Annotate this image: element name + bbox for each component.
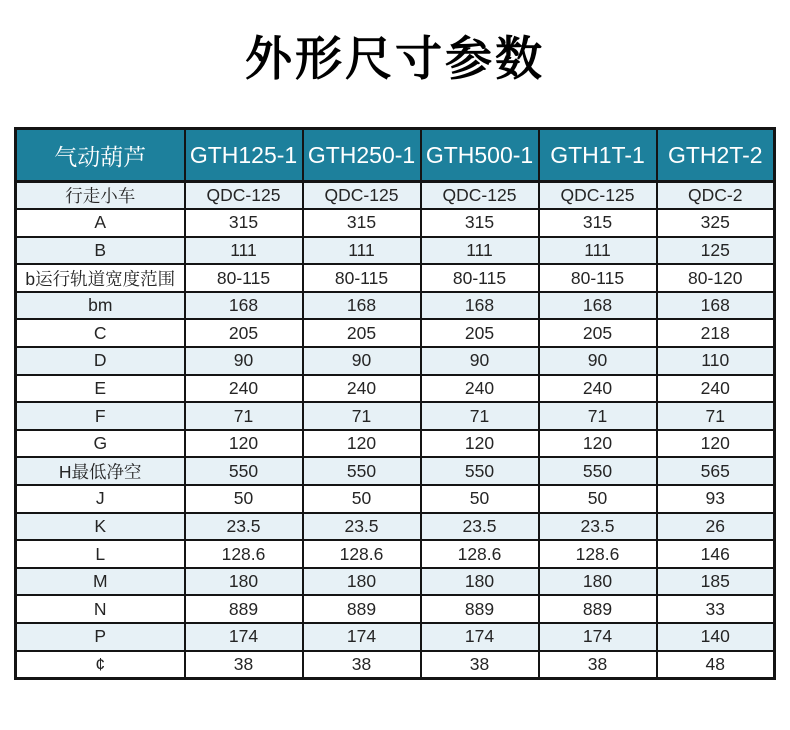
value-cell: 111 bbox=[303, 237, 421, 265]
value-cell: 90 bbox=[421, 347, 539, 375]
value-cell: QDC-125 bbox=[185, 182, 303, 210]
value-cell: 110 bbox=[657, 347, 775, 375]
value-cell: 120 bbox=[539, 430, 657, 458]
value-cell: 240 bbox=[303, 375, 421, 403]
value-cell: 205 bbox=[421, 319, 539, 347]
value-cell: 23.5 bbox=[421, 513, 539, 541]
value-cell: 120 bbox=[421, 430, 539, 458]
value-cell: 90 bbox=[303, 347, 421, 375]
table-row bbox=[16, 375, 775, 403]
table-row bbox=[16, 651, 775, 679]
row-label-cell: D bbox=[16, 347, 185, 375]
table-row bbox=[16, 264, 775, 292]
value-cell: 128.6 bbox=[303, 540, 421, 568]
value-cell: 120 bbox=[657, 430, 775, 458]
value-cell: 71 bbox=[421, 402, 539, 430]
value-cell: 80-115 bbox=[303, 264, 421, 292]
value-cell: 33 bbox=[657, 595, 775, 623]
value-cell: QDC-125 bbox=[303, 182, 421, 210]
row-label-cell: P bbox=[16, 623, 185, 651]
row-label-cell: N bbox=[16, 595, 185, 623]
value-cell: 550 bbox=[303, 457, 421, 485]
column-header-cell: GTH125-1 bbox=[185, 129, 303, 182]
dimension-spec-table bbox=[14, 127, 776, 680]
value-cell: 128.6 bbox=[421, 540, 539, 568]
value-cell: 174 bbox=[303, 623, 421, 651]
value-cell: 48 bbox=[657, 651, 775, 679]
value-cell: 168 bbox=[421, 292, 539, 320]
value-cell: 120 bbox=[303, 430, 421, 458]
value-cell: 23.5 bbox=[303, 513, 421, 541]
value-cell: 50 bbox=[185, 485, 303, 513]
value-cell: 38 bbox=[539, 651, 657, 679]
value-cell: 111 bbox=[539, 237, 657, 265]
value-cell: 23.5 bbox=[185, 513, 303, 541]
value-cell: QDC-2 bbox=[657, 182, 775, 210]
value-cell: 240 bbox=[185, 375, 303, 403]
value-cell: 80-115 bbox=[185, 264, 303, 292]
row-label-cell: b运行轨道宽度范围 bbox=[16, 264, 185, 292]
corner-header-cell: 气动葫芦 bbox=[16, 129, 185, 182]
value-cell: QDC-125 bbox=[539, 182, 657, 210]
value-cell: 168 bbox=[185, 292, 303, 320]
table-row bbox=[16, 209, 775, 237]
value-cell: 218 bbox=[657, 319, 775, 347]
value-cell: 174 bbox=[539, 623, 657, 651]
row-label-cell: J bbox=[16, 485, 185, 513]
value-cell: 23.5 bbox=[539, 513, 657, 541]
table-header-row bbox=[16, 129, 775, 182]
value-cell: 71 bbox=[303, 402, 421, 430]
table-row bbox=[16, 237, 775, 265]
value-cell: 315 bbox=[303, 209, 421, 237]
value-cell: 50 bbox=[303, 485, 421, 513]
value-cell: 111 bbox=[185, 237, 303, 265]
value-cell: 315 bbox=[185, 209, 303, 237]
value-cell: 550 bbox=[185, 457, 303, 485]
value-cell: 71 bbox=[185, 402, 303, 430]
value-cell: 174 bbox=[421, 623, 539, 651]
value-cell: 111 bbox=[421, 237, 539, 265]
row-label-cell: B bbox=[16, 237, 185, 265]
value-cell: 889 bbox=[539, 595, 657, 623]
row-label-cell: C bbox=[16, 319, 185, 347]
row-label-cell: M bbox=[16, 568, 185, 596]
table-row bbox=[16, 623, 775, 651]
table-row bbox=[16, 568, 775, 596]
value-cell: 80-115 bbox=[421, 264, 539, 292]
value-cell: 90 bbox=[185, 347, 303, 375]
table-row bbox=[16, 292, 775, 320]
table-row bbox=[16, 513, 775, 541]
value-cell: 205 bbox=[185, 319, 303, 347]
value-cell: 128.6 bbox=[539, 540, 657, 568]
table-row bbox=[16, 402, 775, 430]
value-cell: 140 bbox=[657, 623, 775, 651]
value-cell: QDC-125 bbox=[421, 182, 539, 210]
row-label-cell: G bbox=[16, 430, 185, 458]
value-cell: 240 bbox=[421, 375, 539, 403]
value-cell: 128.6 bbox=[185, 540, 303, 568]
row-label-cell: F bbox=[16, 402, 185, 430]
value-cell: 50 bbox=[421, 485, 539, 513]
value-cell: 185 bbox=[657, 568, 775, 596]
value-cell: 315 bbox=[421, 209, 539, 237]
column-header-cell: GTH250-1 bbox=[303, 129, 421, 182]
table-row bbox=[16, 540, 775, 568]
value-cell: 180 bbox=[185, 568, 303, 596]
value-cell: 550 bbox=[421, 457, 539, 485]
table-row bbox=[16, 347, 775, 375]
table-row bbox=[16, 485, 775, 513]
column-header-cell: GTH2T-2 bbox=[657, 129, 775, 182]
value-cell: 38 bbox=[421, 651, 539, 679]
table-row bbox=[16, 430, 775, 458]
value-cell: 71 bbox=[539, 402, 657, 430]
value-cell: 120 bbox=[185, 430, 303, 458]
value-cell: 240 bbox=[657, 375, 775, 403]
value-cell: 125 bbox=[657, 237, 775, 265]
value-cell: 565 bbox=[657, 457, 775, 485]
table-row bbox=[16, 182, 775, 210]
table-row bbox=[16, 595, 775, 623]
value-cell: 315 bbox=[539, 209, 657, 237]
table-row bbox=[16, 457, 775, 485]
value-cell: 71 bbox=[657, 402, 775, 430]
value-cell: 180 bbox=[421, 568, 539, 596]
row-label-cell: K bbox=[16, 513, 185, 541]
row-label-cell: 行走小车 bbox=[16, 182, 185, 210]
value-cell: 205 bbox=[539, 319, 657, 347]
value-cell: 889 bbox=[185, 595, 303, 623]
value-cell: 205 bbox=[303, 319, 421, 347]
value-cell: 80-115 bbox=[539, 264, 657, 292]
value-cell: 50 bbox=[539, 485, 657, 513]
row-label-cell: ¢ bbox=[16, 651, 185, 679]
row-label-cell: bm bbox=[16, 292, 185, 320]
value-cell: 174 bbox=[185, 623, 303, 651]
value-cell: 168 bbox=[303, 292, 421, 320]
value-cell: 168 bbox=[657, 292, 775, 320]
value-cell: 26 bbox=[657, 513, 775, 541]
page-title: 外形尺寸参数 bbox=[245, 32, 545, 85]
value-cell: 889 bbox=[421, 595, 539, 623]
value-cell: 90 bbox=[539, 347, 657, 375]
row-label-cell: H最低净空 bbox=[16, 457, 185, 485]
row-label-cell: A bbox=[16, 209, 185, 237]
value-cell: 146 bbox=[657, 540, 775, 568]
table-row bbox=[16, 319, 775, 347]
value-cell: 889 bbox=[303, 595, 421, 623]
row-label-cell: L bbox=[16, 540, 185, 568]
value-cell: 38 bbox=[185, 651, 303, 679]
value-cell: 550 bbox=[539, 457, 657, 485]
value-cell: 180 bbox=[539, 568, 657, 596]
column-header-cell: GTH500-1 bbox=[421, 129, 539, 182]
row-label-cell: E bbox=[16, 375, 185, 403]
value-cell: 80-120 bbox=[657, 264, 775, 292]
value-cell: 240 bbox=[539, 375, 657, 403]
value-cell: 325 bbox=[657, 209, 775, 237]
table-body bbox=[16, 182, 775, 679]
value-cell: 38 bbox=[303, 651, 421, 679]
value-cell: 93 bbox=[657, 485, 775, 513]
value-cell: 180 bbox=[303, 568, 421, 596]
column-header-cell: GTH1T-1 bbox=[539, 129, 657, 182]
value-cell: 168 bbox=[539, 292, 657, 320]
